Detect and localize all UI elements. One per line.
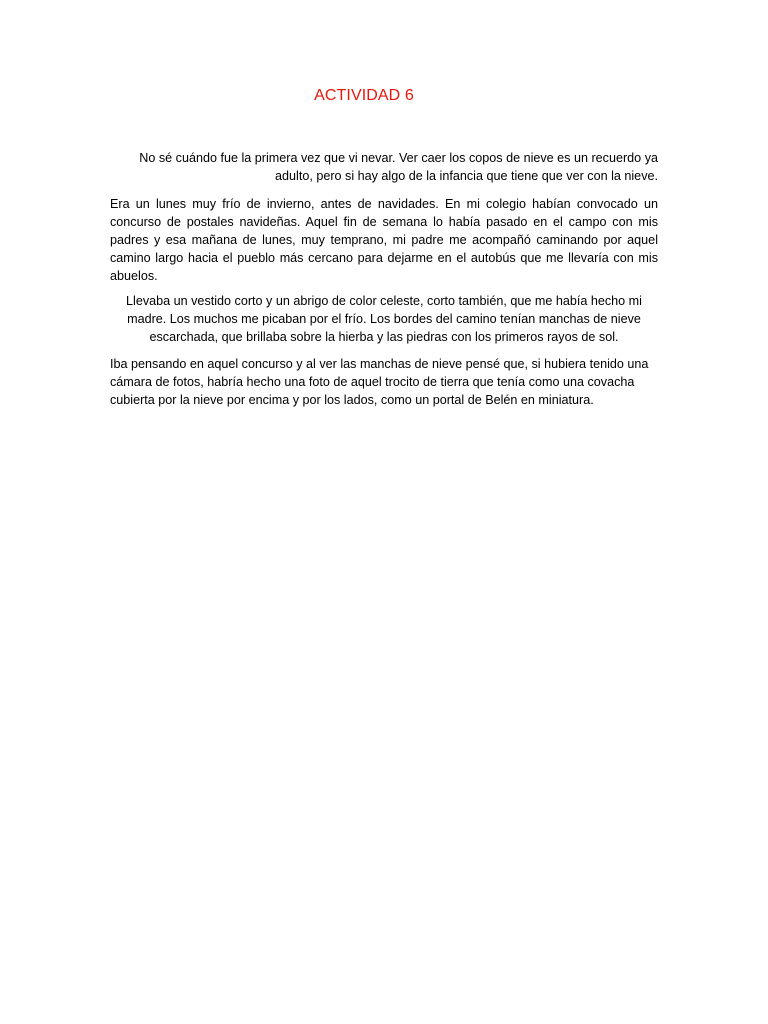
paragraph-4: Iba pensando en aquel concurso y al ver las manchas de nieve pensé que, si hubiera tenido una cámara de fotos, habría hecho una foto de aquel trocito de tierra que tenía como una covacha cubierta por la nieve por encima y por los lados, como un portal de Belén en miniatura.: [110, 357, 649, 407]
paragraph-3: Llevaba un vestido corto y un abrigo de color celeste, corto también, que me había hecho mi madre. Los muchos me picaban por el frío. Los bordes del camino tenían manchas de nieve escarchada, que brillaba sobre la hierba y las piedras con los primeros rayos de sol.: [126, 294, 642, 344]
paragraph-1: No sé cuándo fue la primera vez que vi nevar. Ver caer los copos de nieve es un recuerdo ya adulto, pero si hay algo de la infancia que tiene que ver con la nieve.: [139, 151, 658, 183]
document-title: ACTIVIDAD 6: [314, 87, 414, 104]
paragraph-2: Era un lunes muy frío de invierno, antes de navidades. En mi colegio habían convocado un concurso de postales navideñas. Aquel fin de semana lo había pasado en el campo con mis padres y esa mañana de lunes, muy temprano, mi padre me acompañó caminando por aquel camino largo hacia el pueblo más cercano para dejarme en el autobús que me llevaría con mis abuelos.: [110, 197, 658, 283]
